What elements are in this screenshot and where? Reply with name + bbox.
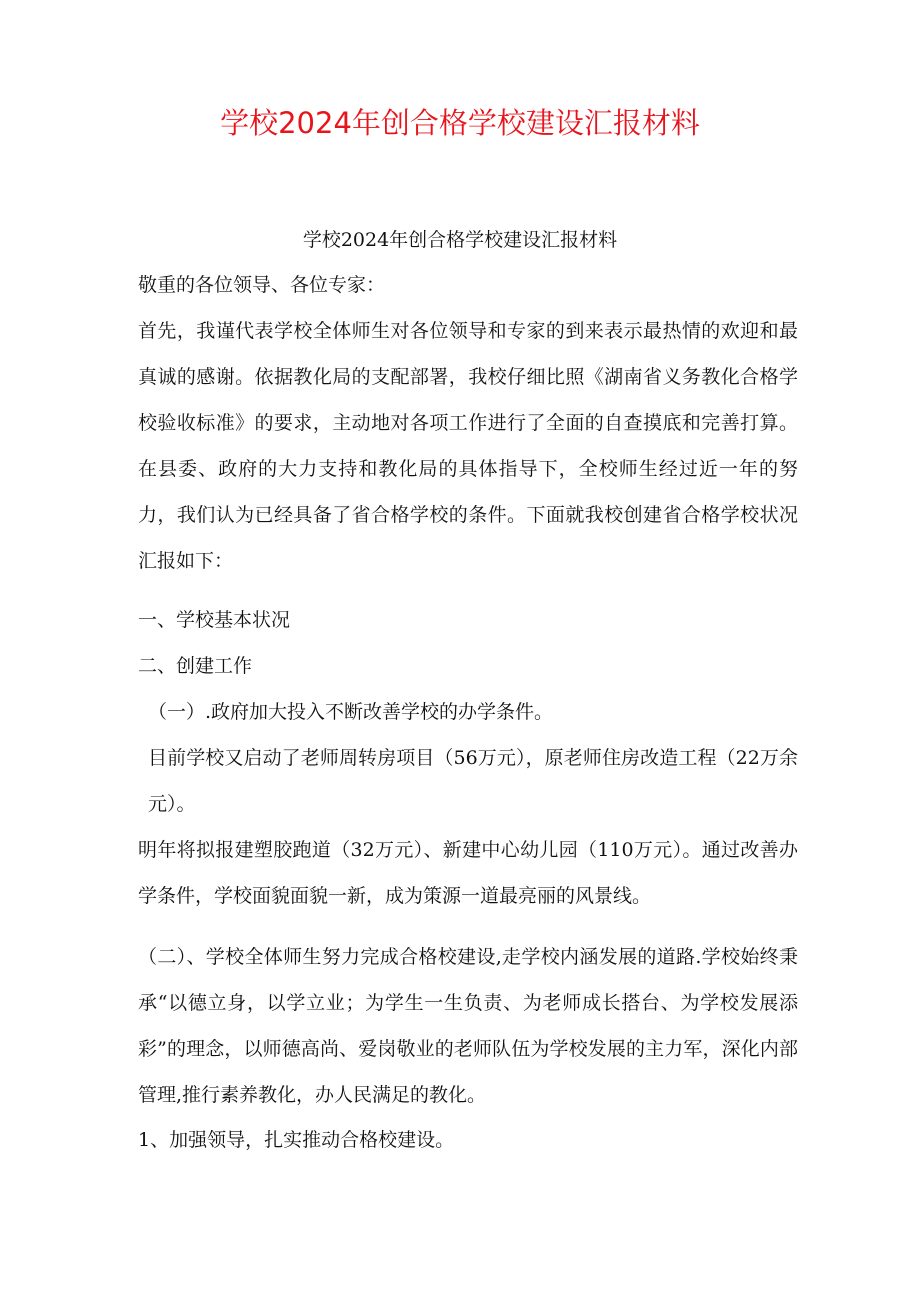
item-1: 1、加强领导，扎实推动合格校建设。	[138, 1129, 455, 1151]
document-subtitle: 学校2024年创合格学校建设汇报材料	[302, 229, 618, 251]
section-heading-1: 一、学校基本状况	[138, 609, 291, 631]
intro-paragraph: 首先，我谨代表学校全体师生对各位领导和专家的到来表示最热情的欢迎和最真诚的感谢。依据教化局的支配部署，我校仔细比照《湖南省义务教化合格学校验收标准》的要求，主动地对各项工作进行了全面的自查摸底和完善打算。在县委、政府的大力支持和教化局的具体指导下，全校师生经过近一年的努力，我们认为已经具备了省合格学校的条件。下面就我校创建省合格学校状况汇报如下：	[138, 320, 798, 572]
next-year-paragraph: 明年将拟报建塑胶跑道（32万元）、新建中心幼儿园（110万元）。通过改善办学条件，学校面貌面貌一新，成为策源一道最亮丽的风景线。	[138, 839, 798, 907]
projects-paragraph: 目前学校又启动了老师周转房项目（56万元），原老师住房改造工程（22万余元）。	[148, 747, 798, 815]
section-heading-2: 二、创建工作	[138, 655, 253, 677]
subsection-heading-1: （一）.政府加大投入不断改善学校的办学条件。	[148, 701, 554, 723]
subsection-2-paragraph: （二）、学校全体师生努力完成合格校建设,走学校内涵发展的道路.学校始终秉承“以德立身，以学立业；为学生一生负责、为老师成长搭台、为学校发展添彩”的理念，以师德高尚、爱岗敬业的老师队伍为学校发展的主力军，深化内部管理,推行素养教化，办人民满足的教化。	[138, 946, 798, 1106]
greeting: 敬重的各位领导、各位专家：	[138, 274, 386, 296]
document-title: 学校2024年创合格学校建设汇报材料	[220, 106, 700, 140]
